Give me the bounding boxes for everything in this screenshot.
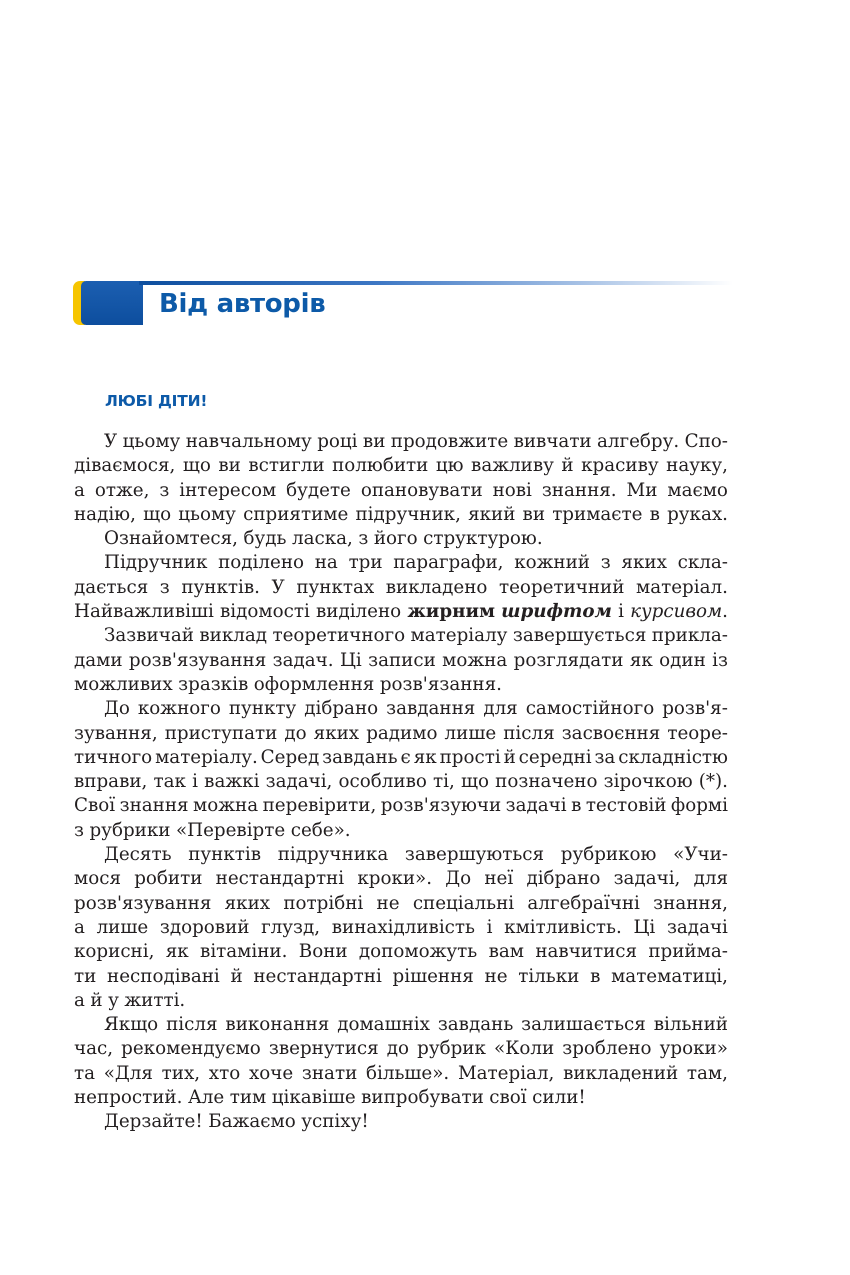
text-line — [74, 430, 728, 454]
text-word: й — [90, 989, 103, 1011]
text-word: тичного — [74, 746, 153, 768]
text-word: й — [503, 746, 516, 768]
text-word: поділено — [218, 552, 305, 574]
text-word: відомості — [219, 601, 310, 623]
text-word: оформлення — [253, 673, 375, 695]
text-word: глузд, — [261, 916, 321, 938]
text-word: вітаміни. — [200, 941, 288, 963]
text-word: задачі, — [613, 868, 681, 890]
text-word: корисні, — [74, 941, 155, 963]
text-word: там, — [686, 1062, 728, 1084]
text-word: зроблено — [562, 1038, 652, 1060]
text-word: домашніх — [337, 1014, 430, 1036]
text-line — [74, 867, 728, 891]
text-word: після — [503, 722, 555, 744]
text-word: зування, — [74, 722, 158, 744]
text-word: з — [159, 479, 170, 501]
text-line — [74, 965, 728, 989]
text-word: хоче — [248, 1062, 294, 1084]
text-word: рубрики — [89, 819, 171, 841]
text-word: будете — [286, 479, 351, 501]
text-word: для — [693, 868, 728, 890]
text-word: рішення — [392, 965, 474, 987]
text-word: самостійного — [525, 698, 655, 720]
text-word: алгебраїчні — [527, 892, 640, 914]
text-word: Вони — [298, 941, 348, 963]
text-word: розв'язуючи — [380, 795, 502, 817]
text-word: несподівані — [107, 965, 220, 987]
text-word: яких — [224, 892, 271, 914]
text-word: (*). — [698, 771, 728, 793]
text-word: викладено — [385, 576, 488, 598]
text-line — [74, 624, 728, 648]
text-word: Свої — [74, 795, 116, 817]
text-word: теоре- — [667, 722, 728, 744]
text-word: опановувати — [360, 479, 483, 501]
text-word: навчальному — [185, 431, 312, 452]
text-word: до — [284, 722, 307, 744]
text-word: кожного — [137, 698, 221, 720]
text-word-group — [618, 600, 624, 624]
text-word: тримаєте — [552, 503, 643, 525]
text-line — [74, 819, 728, 843]
text-word: тих, — [161, 1062, 201, 1084]
text-word: завершуються — [404, 844, 545, 866]
text-word: теоретичний — [499, 576, 625, 598]
page-title: Від авторів — [159, 289, 326, 319]
header-accent-blue — [81, 281, 143, 325]
text-word: дами — [74, 649, 123, 671]
text-line — [74, 600, 728, 624]
text-line — [74, 503, 728, 527]
text-word: параграфи, — [393, 552, 504, 574]
text-line — [74, 770, 728, 794]
greeting-heading: ЛЮБІ ДІТИ! — [105, 392, 208, 410]
text-word: так — [153, 771, 186, 793]
text-word: підручника — [277, 844, 389, 866]
text-word: робити — [134, 868, 203, 890]
text-word: розв'язування — [128, 649, 267, 671]
text-word: складністю — [618, 746, 728, 768]
text-word: а — [74, 989, 85, 1011]
text-line — [74, 892, 728, 916]
text-word: матеріалу — [410, 625, 508, 647]
text-word: яких — [621, 552, 667, 574]
text-word: . — [722, 601, 728, 623]
text-word: будь — [243, 528, 287, 550]
text-word: ти — [74, 965, 97, 987]
text-word: який — [468, 503, 516, 525]
text-word: «Перевірте — [175, 819, 286, 841]
text-word: прикла- — [651, 625, 728, 647]
text-word: математиці, — [611, 965, 728, 987]
text-word: розв'язання. — [379, 673, 502, 695]
text-word: з — [159, 576, 170, 598]
text-word: непростий. — [74, 1087, 183, 1109]
section-header — [73, 281, 733, 325]
text-word-group — [501, 600, 612, 624]
text-word: Але — [187, 1087, 225, 1109]
text-word: більше». — [365, 1062, 450, 1084]
text-word: неї — [484, 868, 514, 890]
text-word: радимо — [366, 722, 438, 744]
text-word: До — [104, 698, 130, 720]
text-word: особливо — [338, 771, 427, 793]
text-word: теоретичного — [272, 625, 406, 647]
text-word: перевірити, — [262, 795, 377, 817]
text-line — [74, 916, 728, 940]
text-word: на — [314, 552, 338, 574]
text-word: пунктів. — [181, 576, 260, 598]
text-line — [74, 794, 728, 818]
text-word: рекомендуємо — [121, 1038, 261, 1060]
text-word: здоровий — [159, 916, 250, 938]
text-word-group — [74, 600, 214, 624]
text-word: Десять — [104, 844, 172, 866]
text-word: прості — [439, 746, 501, 768]
text-word: із — [712, 649, 728, 671]
text-word: У — [104, 431, 118, 452]
text-word: «Для — [103, 1062, 153, 1084]
text-word: в — [590, 965, 601, 987]
text-word: знання, — [653, 892, 728, 914]
text-word: що — [143, 503, 172, 525]
text-line — [74, 527, 728, 551]
text-word: тільки — [518, 965, 580, 987]
text-word: отже, — [94, 479, 150, 501]
text-word: і — [192, 771, 198, 793]
text-line — [74, 1062, 728, 1086]
text-line — [74, 940, 728, 964]
text-word: можна — [193, 795, 259, 817]
text-word: Ці — [339, 649, 362, 671]
text-word: його — [373, 528, 418, 550]
text-word: яких — [313, 722, 360, 744]
text-word: продовжите — [390, 431, 509, 452]
text-word: приступати — [164, 722, 278, 744]
text-word: мося — [74, 868, 121, 890]
text-word: що — [182, 455, 211, 477]
text-line — [74, 479, 728, 503]
text-word: знати — [301, 1062, 358, 1084]
text-word: важливу — [471, 455, 554, 477]
text-word: пунктів — [188, 844, 262, 866]
text-line — [74, 1086, 728, 1110]
text-word: ласка, — [291, 528, 353, 550]
text-word: ви — [522, 503, 546, 525]
text-word: за — [594, 746, 616, 768]
text-word: діваємося, — [74, 455, 176, 477]
text-word: формі — [670, 795, 728, 817]
text-word: лише — [444, 722, 497, 744]
text-word: рубрикою — [560, 844, 657, 866]
text-word: виклад — [199, 625, 268, 647]
text-word: хто — [208, 1062, 241, 1084]
text-word: та — [74, 1062, 96, 1084]
text-word: до — [386, 1038, 410, 1060]
text-word: можна — [442, 649, 508, 671]
text-word: а — [74, 479, 85, 501]
text-word: цьому — [178, 503, 236, 525]
text-word: шрифтом — [501, 601, 612, 623]
text-word: знання — [119, 795, 189, 817]
text-line — [74, 1013, 728, 1037]
text-word: кмітливість. — [504, 916, 622, 938]
text-word: скла- — [677, 552, 728, 574]
text-word: У — [271, 576, 285, 598]
text-word: не — [484, 965, 508, 987]
text-line — [74, 722, 728, 746]
text-line — [74, 576, 728, 600]
text-word: «Коли — [494, 1038, 555, 1060]
text-word: тим — [229, 1087, 267, 1109]
text-word: алгебру. — [597, 431, 680, 452]
text-line — [74, 1110, 728, 1134]
text-word: задачі, — [265, 771, 333, 793]
text-line — [74, 746, 728, 770]
text-word: як — [413, 746, 437, 768]
text-word: один — [659, 649, 706, 671]
text-word: тестовій — [585, 795, 667, 817]
text-word-group — [220, 600, 310, 624]
text-word: руках. — [667, 503, 728, 525]
text-word: кроки». — [357, 868, 433, 890]
text-word: три — [348, 552, 383, 574]
text-word: і — [486, 916, 493, 938]
text-word: матеріалу. — [155, 746, 258, 768]
text-word: До — [445, 868, 472, 890]
text-line — [74, 697, 728, 721]
text-word: науку, — [666, 455, 728, 477]
text-word: як — [629, 649, 653, 671]
text-word: виконання — [225, 1014, 330, 1036]
text-word: себе». — [290, 819, 351, 841]
text-word: Зазвичай — [104, 625, 194, 647]
text-word: ті, — [433, 771, 455, 793]
text-word: як — [165, 941, 189, 963]
text-word: винахідливість — [331, 916, 475, 938]
text-word: вправи, — [74, 771, 148, 793]
text-word: свої — [489, 1087, 527, 1109]
text-word: «Учи- — [673, 844, 728, 866]
text-word: вам — [488, 941, 524, 963]
text-word: вільний — [653, 1014, 728, 1036]
text-word: сили! — [532, 1087, 586, 1109]
text-word: Бажаємо — [208, 1111, 296, 1133]
text-word: Дерзайте! — [104, 1111, 203, 1133]
text-word: уроки» — [659, 1038, 728, 1060]
text-word: з — [600, 552, 611, 574]
text-word: пунктах — [296, 576, 375, 598]
text-word: ви — [362, 431, 386, 452]
text-word: спеціальні — [412, 892, 515, 914]
text-word: розв'я- — [662, 698, 728, 720]
text-word: успіху! — [301, 1111, 369, 1133]
text-word: час, — [74, 1038, 114, 1060]
text-word: підручник, — [355, 503, 461, 525]
text-line — [74, 649, 728, 673]
text-word: Якщо — [104, 1014, 159, 1036]
text-word: виділено — [315, 601, 402, 623]
text-word: завдань — [322, 746, 398, 768]
text-word: звернутися — [268, 1038, 379, 1060]
text-word: розв'язування — [74, 892, 212, 914]
text-word: матеріал. — [635, 576, 728, 598]
text-word: навчитися — [535, 941, 638, 963]
text-word-group — [407, 600, 495, 624]
text-word: у — [108, 989, 119, 1011]
text-word: Матеріал, — [457, 1062, 555, 1084]
text-word: Ці — [633, 916, 656, 938]
text-word: завдання — [386, 698, 476, 720]
text-word: середні — [518, 746, 592, 768]
text-word: встигли — [248, 455, 325, 477]
text-word: Спо- — [684, 431, 728, 452]
text-word: зірочкою — [603, 771, 693, 793]
text-word: й — [561, 455, 574, 477]
text-word: дібрано — [304, 698, 379, 720]
text-word: є — [400, 746, 411, 768]
text-word: нестандартні — [215, 868, 345, 890]
text-word: цьому — [122, 431, 181, 452]
text-line — [74, 673, 728, 697]
text-word: задачі — [505, 795, 567, 817]
text-word: Серед — [260, 746, 320, 768]
text-word: завершується — [512, 625, 647, 647]
text-word: жирним — [407, 601, 495, 623]
body-text — [74, 430, 728, 1135]
text-word: що — [460, 771, 489, 793]
text-word: красиву — [581, 455, 659, 477]
text-word: задач. — [272, 649, 334, 671]
text-word: потрібні — [283, 892, 364, 914]
text-word: викладений — [563, 1062, 679, 1084]
text-word: сприятиме — [243, 503, 349, 525]
text-word: пункту — [228, 698, 297, 720]
text-word: надію, — [74, 503, 136, 525]
text-word: рубрик — [417, 1038, 486, 1060]
text-word: а — [74, 916, 85, 938]
text-word: після — [166, 1014, 218, 1036]
text-word: залишається — [521, 1014, 646, 1036]
text-word: для — [483, 698, 518, 720]
text-word: цю — [435, 455, 464, 477]
text-word: лише — [96, 916, 149, 938]
text-word: Ознайомтеся, — [104, 528, 238, 550]
text-word: Ми — [626, 479, 658, 501]
text-word: задачі — [666, 916, 728, 938]
text-word: і — [618, 601, 624, 623]
text-word: не — [376, 892, 400, 914]
text-word: розглядати — [513, 649, 624, 671]
text-word: році — [317, 431, 358, 452]
text-word: ви — [218, 455, 241, 477]
text-word: житті. — [124, 989, 186, 1011]
text-word: засвоєння — [561, 722, 661, 744]
text-word: можливих — [74, 673, 173, 695]
text-word: Підручник — [104, 552, 208, 574]
text-line — [74, 843, 728, 867]
text-word: з — [74, 819, 84, 841]
text-word: в — [649, 503, 660, 525]
text-word: нові — [492, 479, 532, 501]
text-word: з — [358, 528, 369, 550]
text-word: кожний — [514, 552, 590, 574]
text-word: курсивом — [630, 601, 723, 623]
text-line — [74, 454, 728, 478]
text-word: завдань — [437, 1014, 514, 1036]
text-word: зразків — [178, 673, 249, 695]
text-word: записи — [368, 649, 436, 671]
text-word: інтересом — [179, 479, 277, 501]
text-word: дається — [74, 576, 149, 598]
text-word: дібрано — [526, 868, 601, 890]
text-word: вивчати — [513, 431, 592, 452]
text-word: структурою. — [423, 528, 543, 550]
header-rule — [139, 281, 733, 285]
text-word: полюбити — [332, 455, 429, 477]
text-word: й — [230, 965, 243, 987]
text-word: знання. — [541, 479, 617, 501]
text-line — [74, 989, 728, 1013]
text-word: нестандартні — [253, 965, 382, 987]
text-word: випробувати — [361, 1087, 484, 1109]
text-word-group — [630, 600, 728, 624]
text-line — [74, 551, 728, 575]
text-word: позначено — [495, 771, 598, 793]
text-word: Найважливіші — [74, 601, 214, 623]
text-word: допоможуть — [358, 941, 478, 963]
text-word: цікавіше — [271, 1087, 356, 1109]
text-word: в — [571, 795, 582, 817]
text-word: прийма- — [648, 941, 728, 963]
text-word: маємо — [667, 479, 728, 501]
text-word-group — [316, 600, 401, 624]
text-line — [74, 1037, 728, 1061]
text-word: важкі — [204, 771, 260, 793]
